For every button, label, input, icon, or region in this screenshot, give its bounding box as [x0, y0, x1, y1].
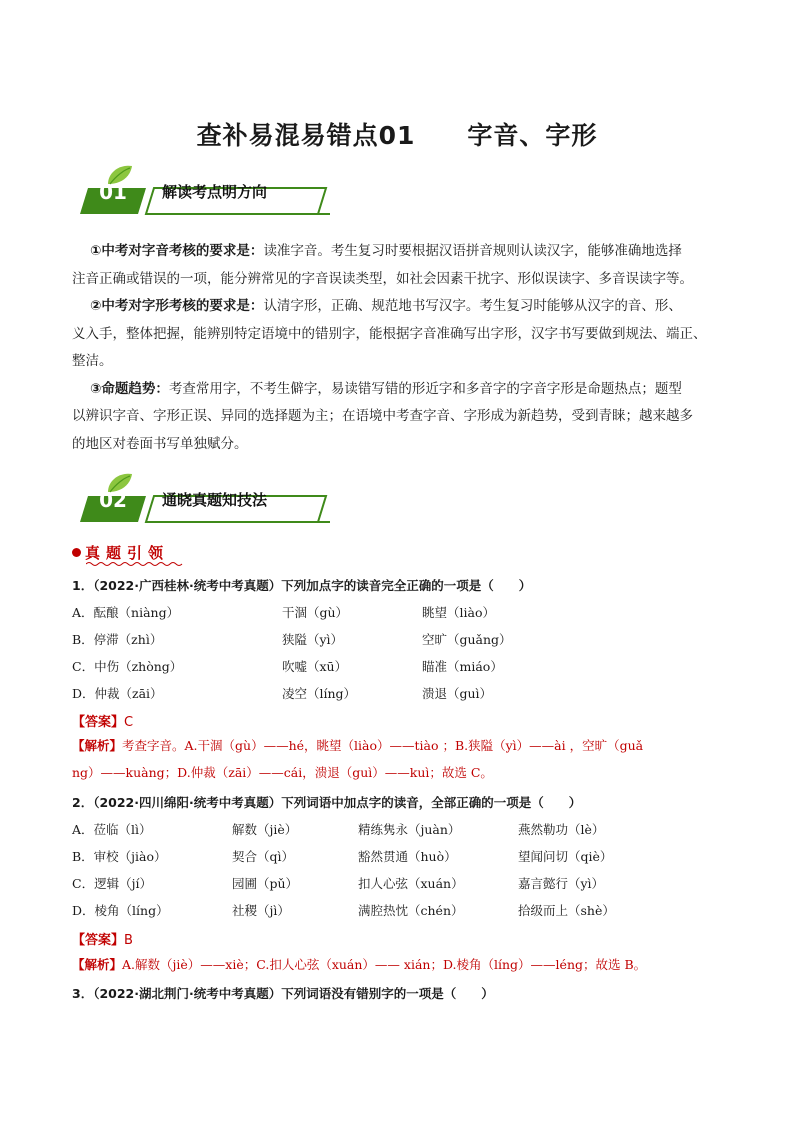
intro-text — [72, 238, 732, 458]
section-number-1: 01 — [99, 180, 127, 204]
intro-text-3: 考查常用字，不考生僻字，易读错写错的形近字和多音字的字音字形是命题热点；题型 — [168, 380, 682, 397]
q2-option-a4: 燕然勒功（lè） — [518, 822, 605, 837]
intro-label-3: ③命题趋势： — [90, 380, 169, 397]
answer-label: 【答案】 — [72, 933, 125, 948]
q2-option-b2: 契合（qì） — [232, 849, 294, 864]
section-header-1 — [80, 162, 330, 216]
q1-option-b2: 狭隘（yì） — [282, 632, 344, 647]
intro-line — [72, 293, 732, 321]
q1-option-a2: 干涸（gù） — [282, 605, 349, 620]
q1-option-c1: C．中伤（zhòng） — [72, 659, 183, 674]
analysis-line — [72, 951, 722, 978]
section-name-1: 解读考点明方向 — [162, 183, 268, 201]
q1-option-d2: 凌空（líng） — [282, 686, 357, 701]
analysis-label: 【解析】 — [72, 738, 123, 753]
wavy-underline-icon — [86, 561, 186, 567]
title-sub: 字音、字形 — [467, 121, 598, 150]
title-main: 查补易混易错点01 — [196, 121, 416, 150]
q1-option-b1: B．停滞（zhì） — [72, 632, 163, 647]
q2-answer — [72, 929, 133, 948]
q2-option-a1: A．莅临（lì） — [72, 822, 152, 837]
q2-option-c1: C．逻辑（jí） — [72, 876, 152, 891]
q2-option-c3: 扣人心弦（xuán） — [358, 876, 464, 891]
q2-option-b1: B．审校（jiào） — [72, 849, 167, 864]
page-title — [0, 116, 794, 152]
zhenti-heading — [72, 542, 169, 563]
q1-answer — [72, 711, 133, 730]
q1-analysis — [72, 732, 722, 786]
answer-value: C — [124, 715, 134, 730]
section-name-2: 通晓真题知技法 — [162, 491, 268, 509]
q2-analysis — [72, 951, 722, 978]
intro-label-1: ①中考对字音考核的要求是： — [90, 243, 264, 259]
q2-option-a3: 精练隽永（juàn） — [358, 822, 461, 837]
q1-option-a3: 眺望（liào） — [422, 605, 495, 620]
q2-option-c4: 嘉言懿行（yì） — [518, 876, 605, 891]
section-header-2 — [80, 470, 330, 524]
q1-option-a1: A．酝酿（niàng） — [72, 605, 180, 620]
zhenti-heading-text: 真题引领 — [85, 544, 170, 562]
q2-option-c2: 园圃（pǔ） — [232, 876, 299, 891]
intro-line: 以辨识字音、字形正误、异同的选择题为主；在语境中考查字音、字形成为新趋势，受到青睐；越来越多 — [72, 408, 693, 424]
q1-option-d3: 溃退（guì） — [422, 686, 493, 701]
analysis-line: ng）——kuàng；D.仲裁（zāi）——cái，溃退（guì）——kuì；故选 C。 — [72, 765, 493, 780]
intro-line: 注音正确或错误的一项，能分辨常见的字音误读类型，如社会因素干扰字、形似误读字、多音误读字等。 — [72, 270, 693, 287]
q1-option-b3: 空旷（guǎng） — [422, 632, 512, 647]
question-2-stem: 2．（2022·四川绵阳·统考中考真题）下列词语中加点字的读音，全部正确的一项是（ ） — [72, 795, 582, 810]
q2-option-d4: 拾级而上（shè） — [518, 903, 615, 918]
q1-option-c3: 瞄准（miáo） — [422, 659, 503, 674]
intro-line — [72, 238, 732, 266]
q1-option-d1: D．仲裁（zāi） — [72, 686, 163, 701]
intro-line: 整洁。 — [72, 353, 113, 369]
q2-option-d2: 社稷（jì） — [232, 903, 290, 918]
answer-label: 【答案】 — [72, 715, 125, 730]
question-1-stem: 1．（2022·广西桂林·统考中考真题）下列加点字的读音完全正确的一项是（ ） — [72, 578, 532, 593]
intro-text-2: 认清字形，正确、规范地书写汉字。考生复习时能够从汉字的音、形、 — [263, 298, 682, 314]
q1-option-c2: 吹嘘（xū） — [282, 659, 348, 674]
analysis-label: 【解析】 — [72, 957, 123, 972]
bullet-dot-icon — [72, 548, 81, 557]
intro-line — [72, 376, 732, 404]
analysis-line — [72, 732, 722, 759]
intro-text-1: 读准字音。考生复习时要根据汉语拼音规则认读汉字，能够准确地选择 — [263, 243, 682, 259]
intro-line: 义入手，整体把握，能辨别特定语境中的错别字，能根据字音准确写出字形，汉字书写要做到规法、端正、 — [72, 325, 707, 342]
intro-line: 的地区对卷面书写单独赋分。 — [72, 435, 248, 452]
q2-option-b3: 豁然贯通（huò） — [358, 849, 457, 864]
q2-option-b4: 望闻问切（qiè） — [518, 849, 613, 864]
q2-option-d1: D．棱角（líng） — [72, 903, 169, 918]
analysis-text: A.解数（jiè）——xiè；C.扣人心弦（xuán）—— xián；D.棱角（líng）——léng；故选 B。 — [122, 957, 647, 972]
q2-option-d3: 满腔热忱（chén） — [358, 903, 464, 918]
answer-value: B — [124, 933, 133, 948]
intro-label-2: ②中考对字形考核的要求是： — [90, 298, 264, 314]
analysis-text: 考查字音。A.干涸（gù）——hé，眺望（liào）——tiào ；B.狭隘（yì）——ài ，空旷（guǎ — [122, 738, 644, 753]
q2-option-a2: 解数（jiè） — [232, 822, 298, 837]
section-number-2: 02 — [99, 488, 127, 512]
question-3-stem: 3．（2022·湖北荆门·统考中考真题）下列词语没有错别字的一项是（ ） — [72, 986, 494, 1001]
